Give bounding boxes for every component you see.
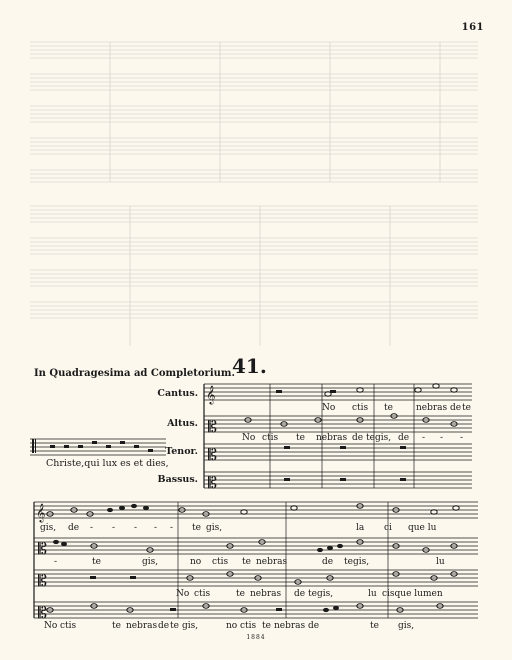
s2-tenor-lyric-6: tegis, (308, 589, 334, 599)
s2-tenor-lyric-2: ctis (194, 589, 211, 599)
svg-text:𝄡: 𝄡 (208, 473, 217, 492)
s1-altus-lyric-2: ctis (262, 433, 279, 443)
s2-bassus-lyric-1: No (44, 621, 58, 631)
s2-cantus-lyric-9: gis, (206, 523, 223, 533)
s2-altus-lyric-2: te (92, 557, 101, 567)
incipit-staff (30, 436, 170, 456)
s1-cantus-lyric-4: nebras de (416, 403, 462, 413)
bleed-through-staves-bottom (30, 200, 478, 350)
svg-text:𝄡: 𝄡 (38, 603, 47, 622)
s1-altus-lyric-1: No (242, 433, 256, 443)
s2-bassus-lyric-12: de (308, 621, 320, 631)
s2-altus-lyric-6: te (242, 557, 251, 567)
page-number: 161 (461, 22, 484, 33)
s1-cantus-lyric-3: te (384, 403, 393, 413)
s2-tenor-lyric-8: cisque lumen (382, 589, 443, 599)
voice-label-bassus: Bassus. (157, 474, 198, 485)
score-system-2 (30, 498, 482, 632)
s2-altus-lyric-3: gis, (142, 557, 159, 567)
s1-altus-lyric-8: - (422, 433, 426, 443)
s2-bassus-lyric-5: de (158, 621, 170, 631)
s2-altus-lyric-8: de (322, 557, 334, 567)
s2-cantus-lyric-12: que lu (408, 523, 437, 533)
s2-tenor-lyric-3: te (236, 589, 245, 599)
s1-altus-lyric-5: de (352, 433, 364, 443)
s2-cantus-lyric-8: te (192, 523, 201, 533)
score-system-1 (200, 380, 480, 492)
s2-bassus-lyric-2: ctis (60, 621, 77, 631)
s2-altus-lyric-7: nebras (256, 557, 288, 567)
s2-cantus-lyric-6: - (154, 523, 158, 533)
s1-altus-lyric-6: tegis, (366, 433, 392, 443)
s2-altus-lyric-10: lu (436, 557, 445, 567)
piece-number: 41. (232, 354, 267, 378)
s1-altus-lyric-3: te (296, 433, 305, 443)
s1-altus-lyric-10: - (460, 433, 464, 443)
s2-cantus-lyric-10: la (356, 523, 365, 533)
svg-text:𝄞: 𝄞 (206, 385, 216, 404)
s2-tenor-lyric-5: de (294, 589, 306, 599)
svg-text:𝄡: 𝄡 (38, 571, 47, 590)
s2-altus-lyric-1: - (54, 557, 58, 567)
s2-tenor-lyric-7: lu (368, 589, 377, 599)
s2-bassus-lyric-11: nebras (274, 621, 306, 631)
s1-cantus-lyric-2: ctis (352, 403, 369, 413)
s2-bassus-lyric-8: no (226, 621, 238, 631)
s2-bassus-lyric-7: gis, (182, 621, 199, 631)
s2-bassus-lyric-10: te (262, 621, 271, 631)
s2-cantus-lyric-7: - (170, 523, 174, 533)
incipit-text: Christe,qui lux es et dies, (46, 458, 169, 469)
plate-number: 1884 (246, 634, 266, 641)
s2-cantus-lyric-4: - (112, 523, 116, 533)
piece-title: In Quadragesima ad Completorium. (34, 368, 235, 379)
s1-cantus-lyric-5: te (462, 403, 471, 413)
s2-tenor-lyric-4: nebras (250, 589, 282, 599)
svg-text:𝄡: 𝄡 (38, 539, 47, 558)
s2-altus-lyric-9: tegis, (344, 557, 370, 567)
s2-bassus-lyric-6: te (170, 621, 179, 631)
s1-altus-lyric-4: nebras (316, 433, 348, 443)
svg-text:𝄡: 𝄡 (208, 445, 217, 464)
s2-altus-lyric-5: ctis (212, 557, 229, 567)
s2-bassus-lyric-13: te (370, 621, 379, 631)
s1-cantus-lyric-1: No (322, 403, 336, 413)
s2-cantus-lyric-2: de (68, 523, 80, 533)
s2-cantus-lyric-3: - (90, 523, 94, 533)
s2-bassus-lyric-4: nebras (126, 621, 158, 631)
voice-label-tenor: Tenor. (165, 446, 198, 457)
s2-tenor-lyric-1: No (176, 589, 190, 599)
s2-cantus-lyric-11: ci (384, 523, 392, 533)
s2-bassus-lyric-14: gis, (398, 621, 415, 631)
s1-altus-lyric-9: - (440, 433, 444, 443)
voice-label-cantus: Cantus. (157, 388, 198, 399)
svg-text:𝄞: 𝄞 (36, 503, 46, 522)
voice-label-altus: Altus. (167, 418, 198, 429)
s2-cantus-lyric-1: gis, (40, 523, 57, 533)
s2-bassus-lyric-3: te (112, 621, 121, 631)
s2-bassus-lyric-9: ctis (240, 621, 257, 631)
bleed-through-staves-top (30, 36, 478, 186)
svg-text:𝄡: 𝄡 (208, 417, 217, 436)
s2-cantus-lyric-5: - (134, 523, 138, 533)
s2-altus-lyric-4: no (190, 557, 202, 567)
s1-altus-lyric-7: de (398, 433, 410, 443)
